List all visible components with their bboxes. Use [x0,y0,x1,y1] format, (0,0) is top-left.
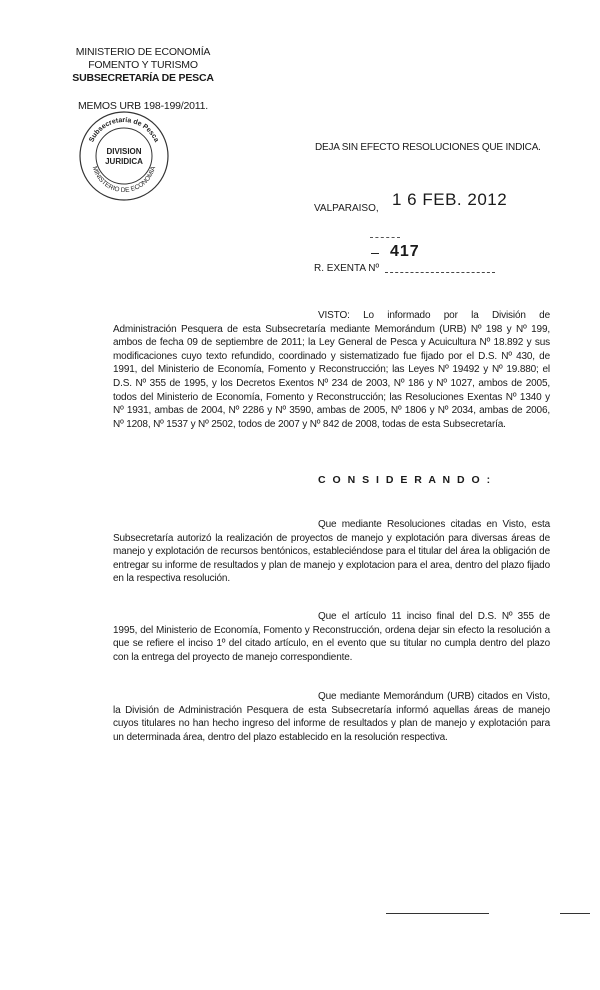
rex-label: R. EXENTA Nº [314,263,380,274]
letterhead-ministry-sub: FOMENTO Y TURISMO [88,59,198,71]
resolution-number: 417 [390,243,420,260]
letterhead [68,46,218,85]
signature-line [386,913,489,914]
seal-center-line1: DIVISION [106,147,142,156]
memos-reference: MEMOS URB 198-199/2011. [77,100,209,112]
considerando-paragraph-1: Que mediante Resoluciones citadas en Visto, esta Subsecretaría autorizó la realización de proyectos de manejo y explotación para diversas áreas de manejo y explotación de recursos bentónicos, estableciéndose para el titular del área la obligación de entregar su informe de resultados y plan de manejo y explotacion para el area, dentro del plazo fijado en la respectiva resolución. [113,519,550,585]
date-stamp: 1 6 FEB. 2012 [392,190,508,209]
resolution-subject: DEJA SIN EFECTO RESOLUCIONES QUE INDICA. [315,142,541,153]
visto-paragraph: VISTO: Lo informado por la División de Administración Pesquera de esta Subsecretaría mediante Memorándum (URB) Nº 198 y Nº 199, ambos de fecha 09 de septiembre de 2011; la Ley General de Pesca y Acuicultura Nº 18.892 y sus modificaciones cuyo texto refundido, coordinado y sistematizado fue fijado por el D.S. Nº 430, de 1991, del Ministerio de Economía, Fomento y Reconstrucción; las Leyes Nº 19492 y Nº 19.880; el D.S. Nº 355 de 1995, y los Decretos Exentos Nº 234 de 2003, Nº 186 y Nº 1027, ambos de 2005, todos del Ministerio de Economía, Fomento y Reconstrucción; las Resoluciones Exentas Nº 1340 y Nº 1931, ambas de 2004, Nº 2286 y Nº 3590, ambas de 2005, Nº 1806 y Nº 2034, ambas de 2006, Nº 1208, Nº 1537 y Nº 2502, todos de 2007 y Nº 842 de 2008, todas de esta Subsecretaría. [113,310,550,430]
letterhead-subsecretaria: SUBSECRETARÍA DE PESCA [72,72,214,84]
number-stamp-dash-short [371,253,379,254]
svg-text:Subsecretaría de Pesca [88,117,159,143]
seal-bottom-text: MINISTERIO DE ECONOMIA [90,165,158,195]
rex-number-line [385,272,495,273]
number-stamp-dash [370,237,400,239]
svg-text:MINISTERIO DE ECONOMIA [91,165,158,194]
signature-line-right [560,913,590,914]
considerando-heading: C O N S I D E R A N D O : [318,474,493,486]
division-juridica-seal [78,110,170,202]
place-label: VALPARAISO, [314,203,379,214]
considerando-paragraph-3: Que mediante Memorándum (URB) citados en Visto, la División de Administración Pesquera de esta Subsecretaría informó aquellas áreas de manejo cuyos titulares no han hecho ingreso del informe de resultados y plan de manejo y explotación para un determinada área, dentro del plazo establecido en la resolución respectiva. [113,691,550,743]
seal-top-text: Subsecretaría de Pesca [88,116,160,144]
letterhead-ministry: MINISTERIO DE ECONOMÍA [75,46,211,58]
considerando-paragraph-2: Que el artículo 11 inciso final del D.S. Nº 355 de 1995, del Ministerio de Economía, Fomento y Reconstrucción, ordena dejar sin efecto la resolución a que se refiere el inciso 1º del citado artículo, en el evento que su titular no cumpla dentro del plazo con la entrega del proyecto de manejo correspondiente. [113,611,550,663]
seal-center-line2: JURIDICA [105,157,143,166]
